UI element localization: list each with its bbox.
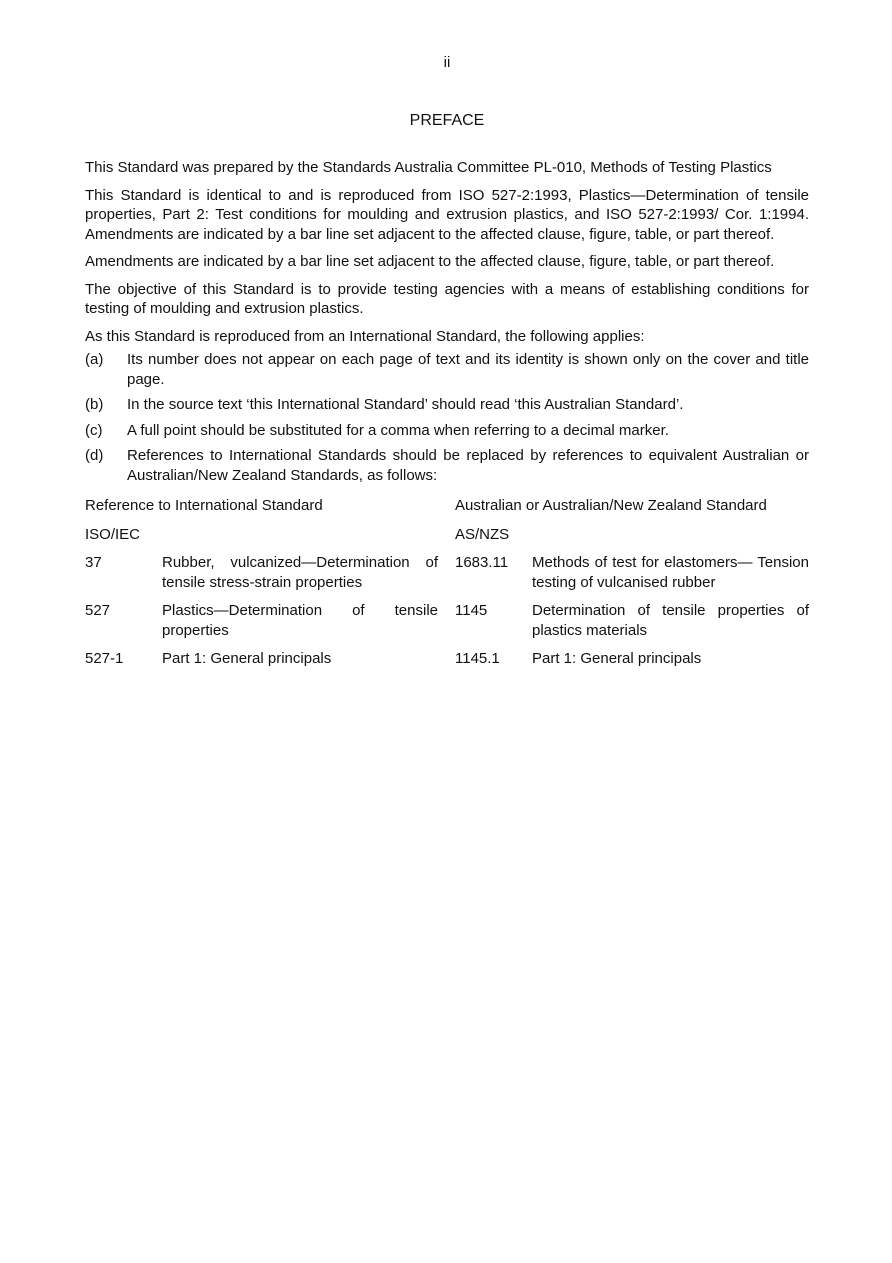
list-item (85, 395, 809, 415)
list-marker: (d) (85, 447, 104, 464)
list-text: Its number does not appear on each page of text and its identity is shown only on the cover and title page. (127, 351, 809, 388)
list-text: A full point should be substituted for a comma when referring to a decimal marker. (127, 421, 669, 439)
paragraph-objective: The objective of this Standard is to provide testing agencies with a means of establishing conditions for testing of moulding and extrusion plastics. (85, 280, 809, 317)
reference-table-subheader (85, 525, 809, 545)
table-row (85, 601, 809, 640)
iso-title: Plastics—Determination of tensile properties (162, 602, 438, 639)
iso-number: 37 (85, 554, 102, 571)
table-row (85, 553, 809, 592)
iso-title: Part 1: General principals (162, 650, 332, 667)
as-title: Determination of tensile properties of plastics materials (532, 602, 809, 639)
list-item (85, 446, 809, 485)
as-title: Part 1: General principals (532, 650, 702, 667)
list-item (85, 421, 809, 441)
paragraph-amendments: Amendments are indicated by a bar line set adjacent to the affected clause, figure, table, or part thereof. (85, 253, 775, 270)
list-item (85, 350, 809, 389)
as-number: 1145 (455, 602, 488, 619)
iso-title: Rubber, vulcanized—Determination of tensile stress-strain properties (162, 554, 438, 591)
preface-body (85, 158, 809, 678)
page-title: PREFACE (409, 112, 485, 129)
as-title: Methods of test for elastomers— Tension testing of vulcanised rubber (532, 554, 809, 591)
list-text: In the source text ‘this International Standard’ should read ‘this Australian Standard’. (127, 396, 684, 413)
iso-number: 527-1 (85, 650, 124, 667)
paragraph-committee: This Standard was prepared by the Standards Australia Committee PL-010, Methods of Testing Plastics (85, 159, 772, 176)
list-text: References to International Standards should be replaced by references to equivalent Australian or Australian/New Zealand Standards, as follows: (127, 447, 809, 484)
subheader-iso-iec: ISO/IEC (85, 525, 141, 543)
as-number: 1683.11 (455, 554, 509, 571)
subheader-as-nzs: AS/NZS (455, 525, 510, 543)
list-marker: (b) (85, 396, 104, 413)
table-row (85, 649, 809, 669)
page-number: ii (443, 54, 451, 71)
as-number: 1145.1 (455, 650, 500, 667)
reference-table (85, 496, 809, 669)
header-international: Reference to International Standard (85, 497, 323, 514)
applies-list (85, 350, 809, 485)
paragraph-applies: As this Standard is reproduced from an International Standard, the following applies: (85, 327, 645, 345)
reference-table-header (85, 496, 809, 516)
iso-number: 527 (85, 602, 111, 619)
list-marker: (a) (85, 351, 104, 368)
header-australian: Australian or Australian/New Zealand Standard (455, 497, 767, 514)
paragraph-identical: This Standard is identical to and is reproduced from ISO 527-2:1993, Plastics—Determination of tensile properties, Part 2: Test conditions for moulding and extrusion plastics, and ISO 527-2:1993/ Cor. 1:1994. Amendments are indicated by a bar line set adjacent to the affected clause, figure, table, or part thereof. (85, 186, 809, 243)
list-marker: (c) (85, 421, 103, 439)
